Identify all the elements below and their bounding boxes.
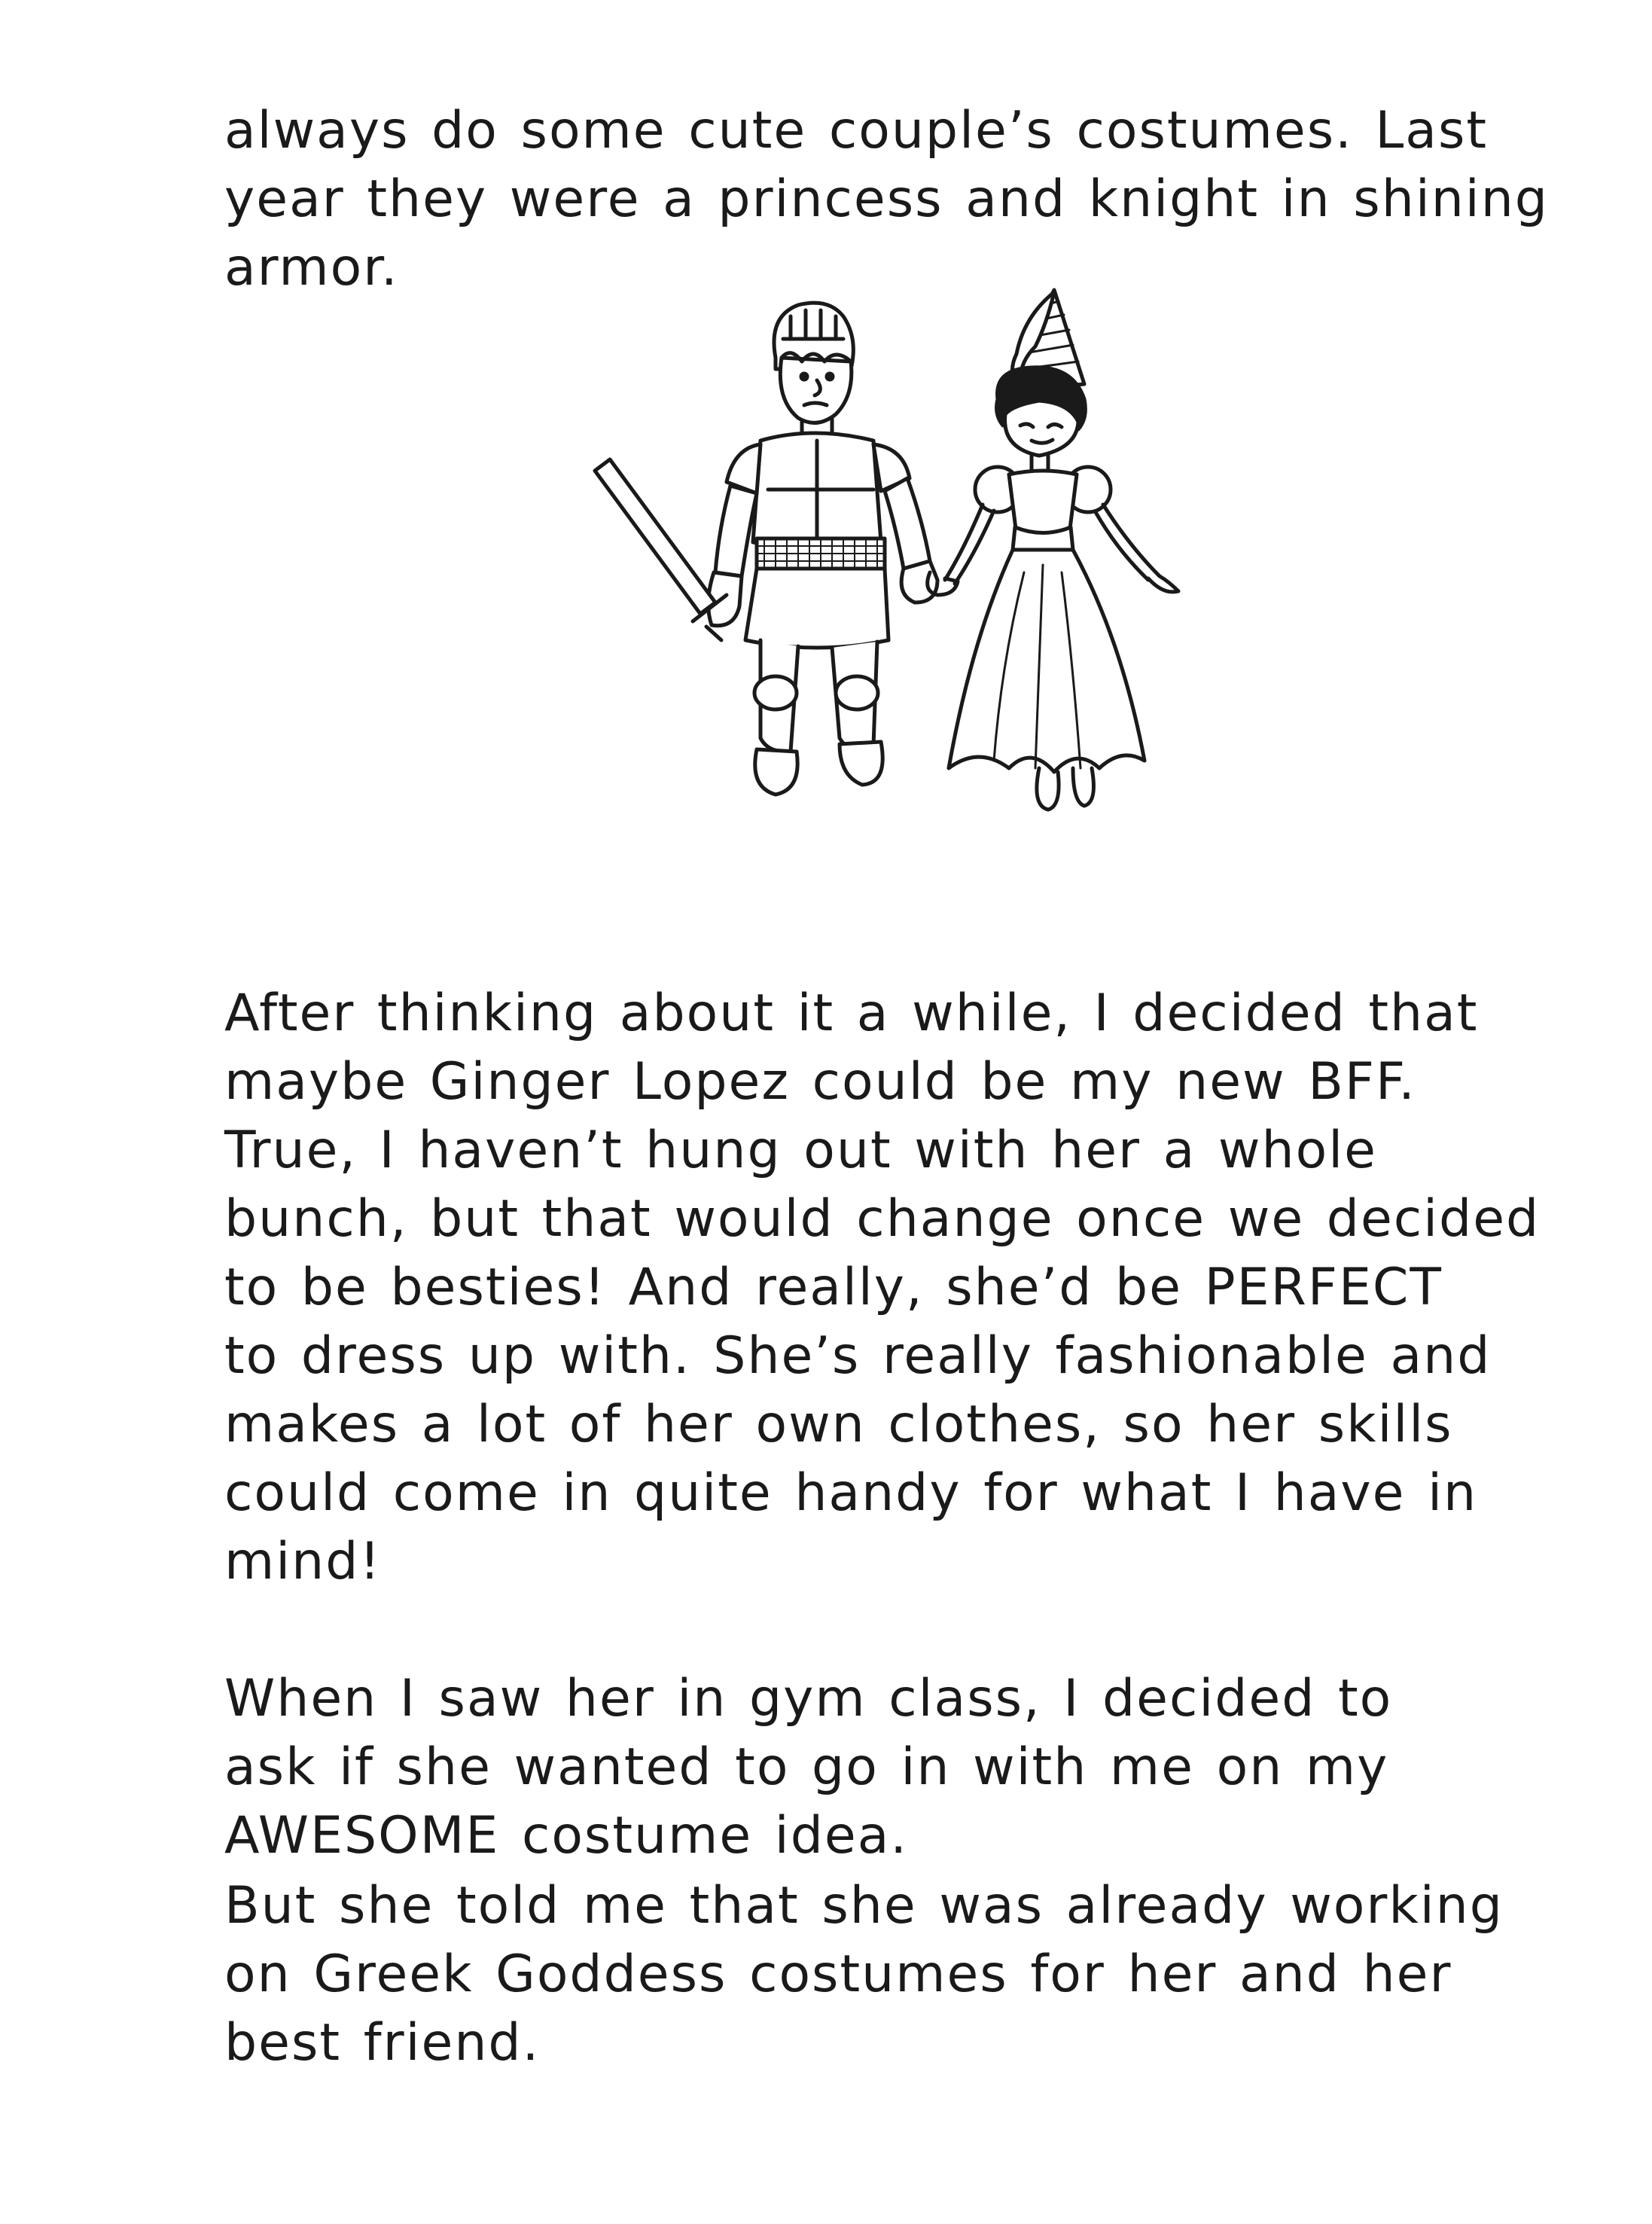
paragraph-gym-class: When I saw her in gym class, I decided to ask if she wanted to go in with me on my AWESOME costume idea. (224, 1669, 1393, 1866)
knight-and-princess-icon (542, 286, 1235, 949)
paragraph-costumes-intro: always do some cute couple’s costumes. Last year they were a princess and knight in shining armor. (224, 101, 1549, 297)
paragraph-ginger-lopez: After thinking about it a while, I decided that maybe Ginger Lopez could be my new BFF. True, I haven’t hung out with her a whole bunch, but that would change once we decided to be besties! And really, she’d be PERFECT to dress up with. She’s really fashionable and makes a lot of her own clothes, so her skills could come in quite handy for what I have in mind! (224, 984, 1541, 1591)
paragraph-greek-goddess: But she told me that she was already working on Greek Goddess costumes for her and her best friend. (224, 1876, 1504, 2073)
